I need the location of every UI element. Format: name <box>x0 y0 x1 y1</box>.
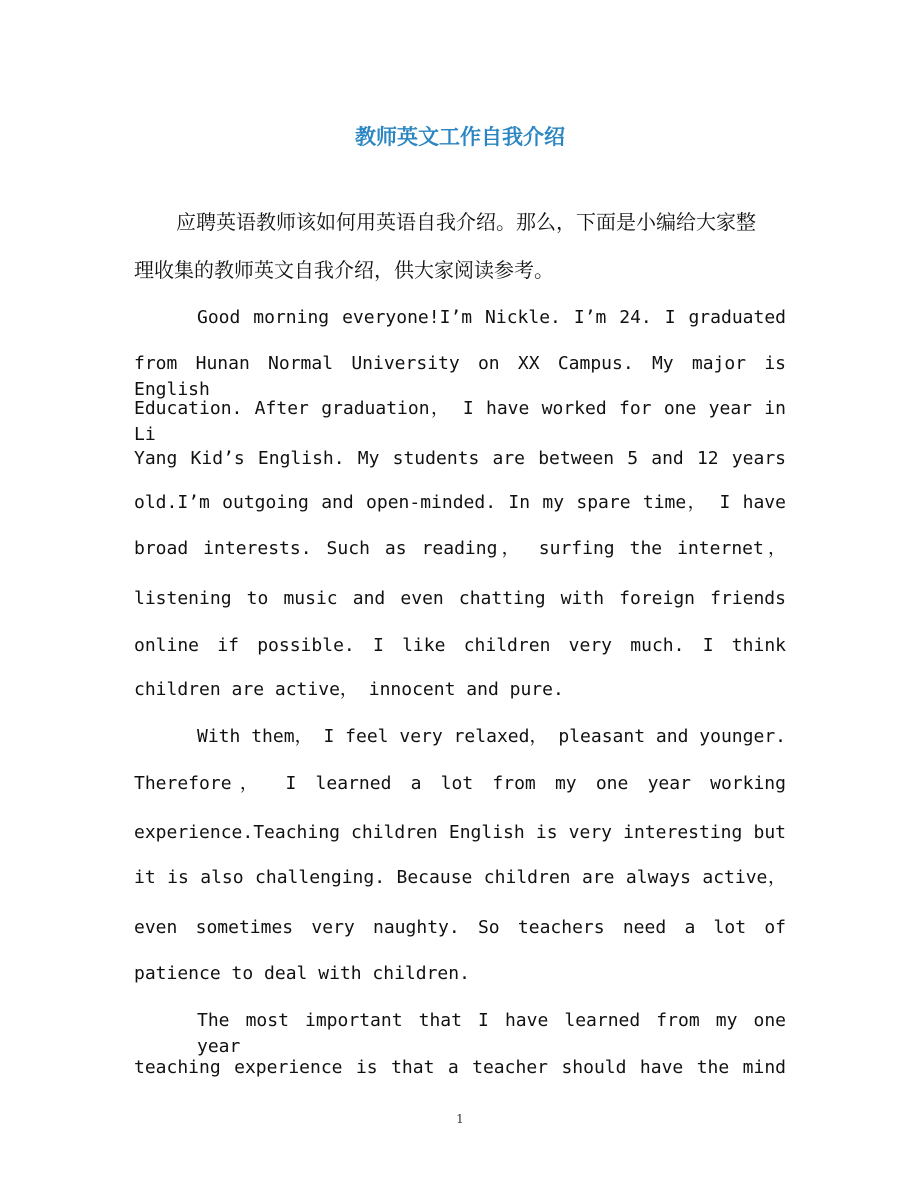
intro-line: 应聘英语教师该如何用英语自我介绍。那么，下面是小编给大家整 <box>176 210 756 234</box>
intro-line: 理收集的教师英文自我介绍，供大家阅读参考。 <box>134 258 554 282</box>
body-line: The most important that I have learned from my one year <box>197 1010 786 1057</box>
body-line: even sometimes very naughty. So teachers need a lot of <box>134 917 786 938</box>
body-line: Therefore， I learned a lot from my one year working <box>134 773 786 794</box>
page-number: 1 <box>456 1112 464 1126</box>
document-title: 教师英文工作自我介绍 <box>355 124 565 149</box>
body-line: old.I’m outgoing and open-minded. In my spare time， I have <box>134 492 786 513</box>
body-line: online if possible. I like children very much. I think <box>134 635 786 656</box>
body-line: With them， I feel very relaxed， pleasant and younger. <box>197 726 786 747</box>
body-line: from Hunan Normal University on XX Campus. My major is English <box>134 353 786 400</box>
body-line: patience to deal with children. <box>134 963 470 984</box>
body-line: Yang Kid’s English. My students are between 5 and 12 years <box>134 448 786 469</box>
body-line: it is also challenging. Because children are always active， <box>134 867 786 888</box>
body-line: Good morning everyone!I’m Nickle. I’m 24. I graduated <box>197 307 786 328</box>
body-line: broad interests. Such as reading， surfing the internet， <box>134 538 786 559</box>
body-line: Education. After graduation， I have worked for one year in Li <box>134 398 786 445</box>
body-line: teaching experience is that a teacher should have the mind <box>134 1057 786 1078</box>
body-line: experience.Teaching children English is very interesting but <box>134 822 786 843</box>
body-line: children are active， innocent and pure. <box>134 679 564 700</box>
body-line: listening to music and even chatting with foreign friends <box>134 588 786 609</box>
